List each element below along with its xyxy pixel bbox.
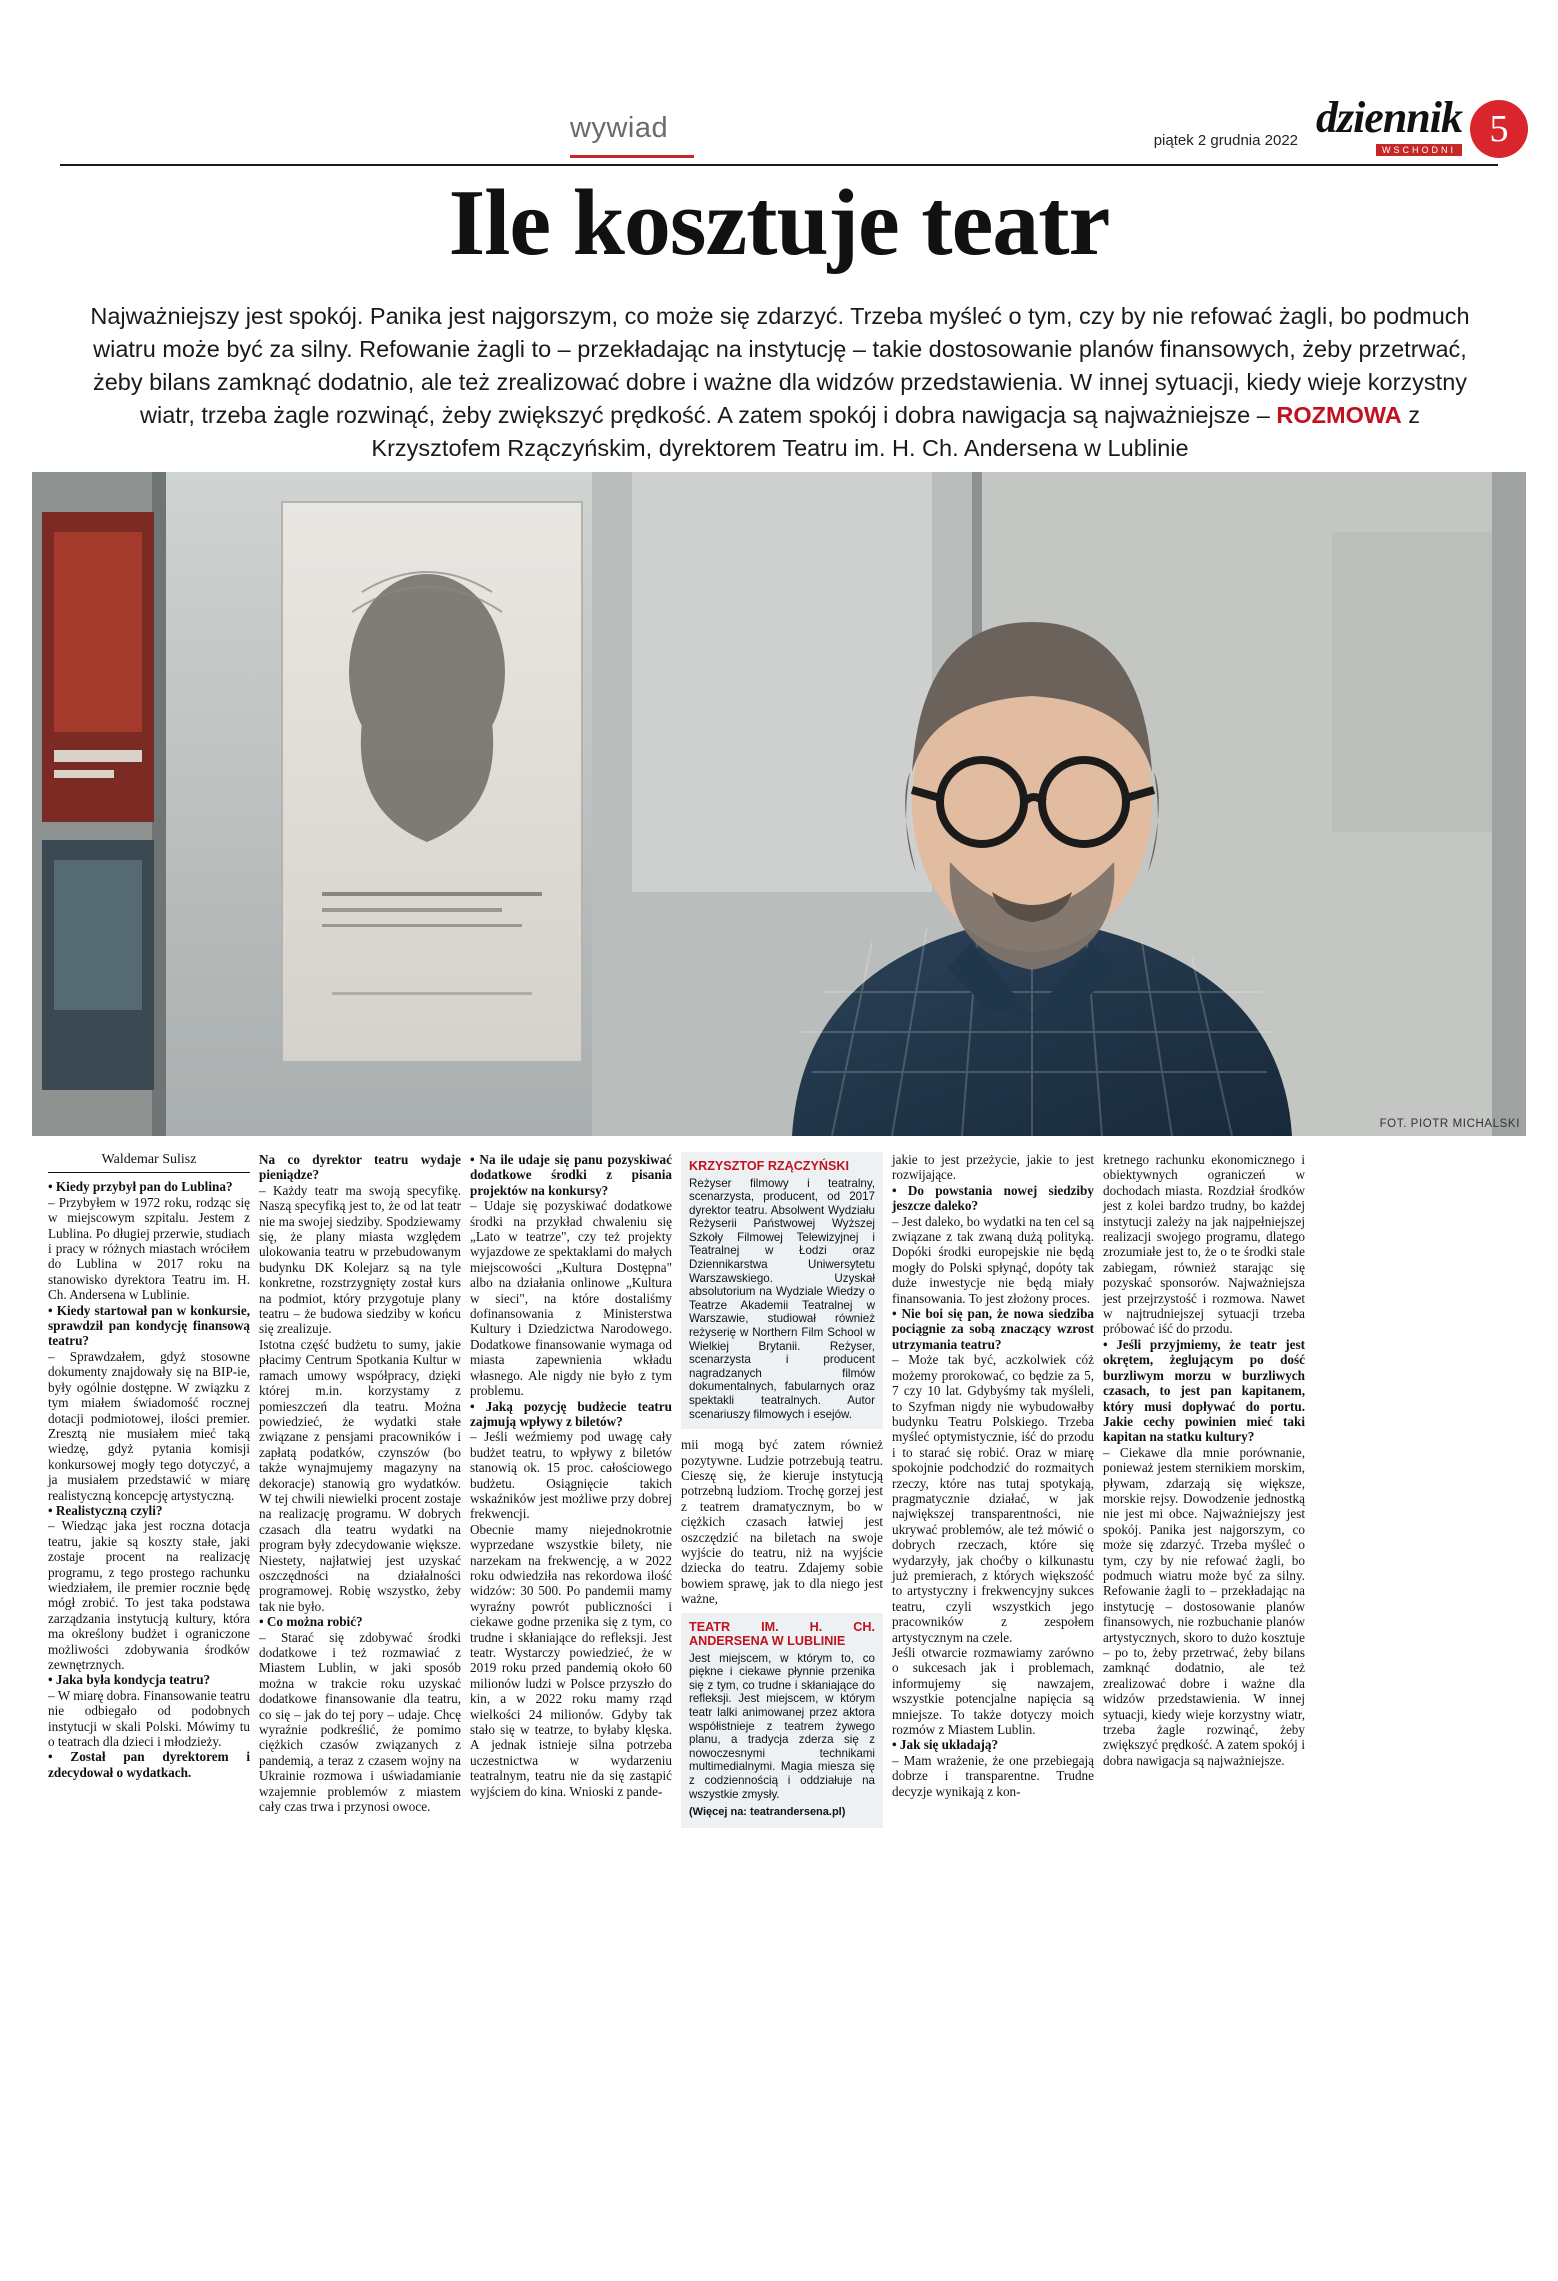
sidebar-box-theatre [681, 1613, 883, 1828]
paragraph: – Każdy teatr ma swoją specyfikę. Naszą specyfiką jest to, że od lat teatr nie ma swojej siedziby. Spodziewamy się, że plany miasta względem ulokowania teatru w przebudowanym budynku DK Kolejarz są na tyle konkretne, rozstrzygnięty został kurs na podmiot, który przygotuje plany teatru – że budowa siedziby w końcu się zrealizuje. [259, 1182, 461, 1337]
question: • Został pan dyrektorem i zdecydował o wydatkach. [48, 1749, 250, 1780]
article-column-3 [470, 1152, 672, 2252]
paragraph: – Przybyłem w 1972 roku, rodząc się w miejscowym szpitalu. Jestem z Lublina. Po długiej przerwie, studiach i pracy w różnych miastach wróciłem do Lublina w 2017 roku na stanowisko dyrektora Teatru im. H. Ch. Andersena w Lublinie. [48, 1194, 250, 1303]
paragraph: Obecnie mamy niejednokrotnie wyprzedane wszystkie bilety, nie narzekam na frekwencję, a w 2022 roku odwiedziła nas rekordowa ilość widzów: 30 500. Po pandemii mamy wyraźny powrót publiczności i ciekawe godne przenika się z tym, co trudne i skłaniające do refleksji. Jest teatr. Wystarczy powiedzieć, że w 2019 roku przed pandemią około 60 milionów ludzi w Polsce przyszło do kin, a w 2022 roku mamy rząd wielkości 24 milionów. Gdyby tak stało się w teatrze, to byłaby klęska. A jednak istnieje silna potrzeba uczestnictwa w wydarzeniu teatralnym, teatru nie da się zastąpić wyjściem do kina. Wnioski z pande- [470, 1521, 672, 1799]
paragraph: – Udaje się pozyskiwać dodatkowe środki na przykład chwaleniu się „Lato w teatrze", czy też projekty wyjazdowe ze spektaklami do małych miejscowości „Kultura Dostępna" albo na działania onlinowe „Kultura w sieci", na które dostaliśmy dofinansowania z Ministerstwa Kultury i Dziedzictwa Narodowego. Dodatkowe finansowanie wymaga od miasta zapewnienia wkładu własnego. Ale nigdy nie było z tym problemu. [470, 1198, 672, 1399]
paragraph: – Sprawdzałem, gdyż stosowne dokumenty znajdowały się na BIP-ie, były ogólnie dostępne. W związku z tym miałem świadomość rocznej dotacji podmiotowej, ilości premier. Zresztą nie musiałem mieć taką wiedzę, gdyż pytania komisji konkursowej mogły tego dotyczyć, a ja musiałem przedstawić w miarę realistyczną koncepcję artystyczną. [48, 1348, 250, 1503]
question-continued: Na co dyrektor teatru wydaje pieniądze? [259, 1152, 461, 1183]
sidebar-box-text: Reżyser filmowy i teatralny, scenarzysta, producent, od 2017 dyrektor teatru. Absolwent Wydziału Reżyserii Państwowej Wyższej Szkoły Filmowej Telewizyjnej i Teatralnej w Łodzi oraz Dziennikarstwa Uniwersytetu Warszawskiego. Uzyskał absolutorium na Wydziale Wiedzy o Teatrze Akademii Teatralnej w Warszawie, studiował również reżyserię w Northern Film School w Wielkiej Brytanii. Reżyser, scenarzysta i producent nagradzanych filmów dokumentalnych, fabularnych oraz spektakli teatralnych. Autor scenariuszy filmowych i esejów. [689, 1176, 875, 1421]
paragraph: – Wiedząc jaka jest roczna dotacja teatru, jakie są koszty stałe, jaki zostaje procent na realizację programu, z tego prostego rachunku wiedziałem, ile premier rocznie będę mógł zrobić. To jest taka podstawa zarządzania instytucją kultury, która ma określony budżet i ograniczone możliwości zdobywania środków zewnętrznych. [48, 1518, 250, 1672]
section-label: wywiad [570, 112, 669, 144]
page-title: Ile kosztuje teatr [448, 171, 1110, 275]
article-column-2 [259, 1152, 461, 2252]
lead-highlight: ROZMOWA [1276, 402, 1402, 428]
question: • Jeśli przyjmiemy, że teatr jest okrętem, żeglującym po dość burzliwym morzu w burzliwych czasach, to jest pan kapitanem, który musi dopływać do portu. Jakie cechy powinien mieć taki kapitan na statku kultury? [1103, 1336, 1305, 1445]
question: • Realistyczną czyli? [48, 1502, 163, 1518]
article-column-4 [681, 1152, 883, 2252]
question: • Co można robić? [259, 1614, 363, 1630]
lead-paragraph [78, 300, 1482, 465]
paragraph: – W miarę dobra. Finansowanie teatru nie odbiegało od podobnych instytucji w skali Polski. Mówimy tu o teatrach dla dzieci i młodzieży. [48, 1687, 250, 1750]
paragraph: jakie to jest przeżycie, jakie to jest rozwijające. [892, 1152, 1094, 1183]
question: • Do powstania nowej siedziby jeszcze daleko? [892, 1182, 1094, 1214]
masthead-rule [60, 164, 1498, 166]
paragraph: – Jest daleko, bo wydatki na ten cel są związane z tak zwaną dużą polityką. Dopóki środki europejskie nie będą mogły do Polski spłynąć, dopóty tak duże inwestycje nie będą miały finansowania. To jest złożony proces. [892, 1213, 1094, 1306]
article-column-1 [48, 1152, 250, 2252]
paragraph: Jeśli otwarcie rozmawiamy zarówno o sukcesach jak i problemach, informujemy się nawzajem, wszystkie potencjalne napięcia są mniejsze. To także dotyczy moich rozmów z Miastem Lublin. [892, 1645, 1094, 1738]
article-column-5 [892, 1152, 1094, 2252]
byline: Waldemar Sulisz [48, 1152, 250, 1173]
paragraph: – Może tak być, aczkolwiek cóż możemy prorokować, co będzie za 5, 7 czy 10 lat. Gdybyśmy tak myśleli, to Szyfman nigdy nie wybudowałby budynku Teatru Polskiego. Trzeba myśleć optymistycznie, iść do przodu i to starać się robić. Oraz w miarę spokojnie podchodzić do rozmaitych rzeczy, które nas tutaj spotykają, pragmatycznie działać, w jak największej transparentności, nie ukrywać problemów, ale też mówić o dobrych rzeczach, które się wydarzyły, jak choćby o kilkunastu już premierach, z których większość to artystyczny i frekwencyjny sukces teatru, czyli wszystkich jego pracowników z zespołem artystycznym na czele. [892, 1352, 1094, 1645]
article-body [48, 1152, 1518, 2252]
question: • Jak się układają? [892, 1737, 999, 1753]
question: • Nie boi się pan, że nowa siedziba pociągnie za sobą znaczący wzrost utrzymania teatru? [892, 1306, 1094, 1352]
sidebar-box-title: TEATR IM. H. CH. ANDERSENA W LUBLINIE [689, 1619, 875, 1649]
paragraph: – Jeśli weźmiemy pod uwagę cały budżet teatru, to wpływy z biletów stanowią ok. 15 proc. całościowego budżetu. Osiągnięcie takich wskaźników jest możliwe przy dobrej frekwencji. [470, 1429, 672, 1522]
sidebar-box-title: KRZYSZTOF RZĄCZYŃSKI [689, 1159, 849, 1173]
article-photo [32, 472, 1526, 1136]
sidebar-box-text: Jest miejscem, w którym to, co piękne i ciekawe płynnie przenika się z tym, co trudne i skłaniające do refleksji. Jest miejscem, w którym teatr lalki animowanej przez aktora współistnieje z teatrem żywego planu, a tradycja zderza się z nowoczesnymi technikami multimedialnymi. Magia miesza się z codziennością i oddziałuje na wszystkie zmysły. [689, 1651, 875, 1801]
lead-text-before: Najważniejszy jest spokój. Panika jest najgorszym, co może się zdarzyć. Trzeba myśleć o tym, czy by nie refować żagli, bo podmuch wiatru może być za silny. Refowanie żagli to – przekładając na instytucję – takie dostosowanie planów finansowych, żeby przetrwać, żeby bilans zamknąć dodatnio, ale też zrealizować dobre i ważne dla widzów przedstawienia. W innej sytuacji, kiedy wieje korzystny wiatr, trzeba żagle rozwinąć, żeby zwiększyć prędkość. A zatem spokój i dobra nawigacja są najważniejsze – [90, 303, 1470, 428]
question: • Jaka była kondycja teatru? [48, 1672, 211, 1688]
sidebar-box-person [681, 1152, 883, 1429]
paragraph: kretnego rachunku ekonomicznego i obiektywnych ograniczeń w dochodach miasta. Rozdział środków jest z kolei bardzo trudny, bo każdej instytucji zależy na jak najpełniejszej realizacji swojego programu, dlatego zrozumiałe jest to, że o te środki stale zabiegam, również starając się pozyskać sponsorów. Najważniejsza jest przejrzystość i rozmowa. Nawet w najtrudniejszej sytuacji trzeba próbować iść do przodu. [1103, 1152, 1305, 1337]
question: • Jaką pozycję budżecie teatru zajmują wpływy z biletów? [470, 1398, 672, 1429]
question: • Kiedy przybył pan do Lublina? [48, 1179, 233, 1195]
lead-text-after: z Krzysztofem Rzączyńskim, dyrektorem Teatru im. H. Ch. Andersena w Lublinie [371, 402, 1420, 461]
section-label-underline [570, 155, 694, 158]
masthead-logo [1315, 93, 1462, 158]
page-number-badge: 5 [1470, 100, 1528, 158]
issue-date: piątek 2 grudnia 2022 [1153, 132, 1298, 149]
photo-illustration [32, 472, 1526, 1136]
question: • Na ile udaje się panu pozyskiwać dodatkowe środki z pisania projektów na konkursy? [470, 1152, 672, 1198]
question: • Kiedy startował pan w konkursie, sprawdził pan kondycję finansową teatru? [48, 1302, 250, 1349]
brand-subtitle: WSCHODNI [1376, 144, 1462, 156]
paragraph: mii mogą być zatem również pozytywne. Ludzie potrzebują teatru. Cieszę się, że kieruje instytucją potrzebną ludziom. Trochę gorzej jest z teatrem dramatycznym, bo w ciężkich czasach łatwiej jest oszczędzić na biletach na swoje wyjście do teatru, niż na wyjście dziecka do teatru. Zdajemy sobie bowiem sprawę, jak to dla niego jest ważne, [681, 1437, 883, 1607]
brand-name: dziennik [1315, 93, 1462, 142]
article-column-6 [1103, 1152, 1305, 2252]
paragraph: Istotna część budżetu to sumy, jakie płacimy Centrum Spotkania Kultur w ramach umowy współpracy, dzięki której m.in. korzystamy z pomieszczeń dla teatru. Można powiedzieć, że wydatki stałe związane z pensjami pracowników i zapłatą podatków, czynszów (bo także wynajmujemy magazyny na dekoracje) stanowią gro wydatków. W tej chwili niewielki procent zostaje na realizację programu. W dobrych czasach dla teatru wydatki na program były zdecydowanie większe. Niestety, najłatwiej jest uzyskać oszczędności na działalności programowej. Robię wszystko, żeby tak nie było. [259, 1336, 461, 1614]
photo-credit: FOT. PIOTR MICHALSKI [1379, 1118, 1520, 1130]
paragraph: – Ciekawe dla mnie porównanie, ponieważ jestem sternikiem morskim, pływam, zdarzają się większe, morskie rejsy. Dowodzenie jednostką nie jest mi obce. Najważniejszy jest spokój. Panika jest najgorszym, co może się zdarzyć. Trzeba myśleć o tym, czy by nie refować żagli, bo podmuch wiatru może być za silny. Refowanie żagli to – przekładając na instytucję – dostosowanie planów finansowych, nie rozbuchanie planów artystycznych, skoro to dużo kosztuje – po to, żeby przetrwać, żeby bilans zamknąć dodatnio, ale też zrealizować dobre i ważne dla widzów przedstawienia. W innej sytuacji, kiedy wieje korzystny wiatr, trzeba żagle rozwinąć, żeby zwiększyć prędkość. A zatem spokój i dobra nawigacja są najważniejsze. [1103, 1444, 1305, 1768]
paragraph: – Mam wrażenie, że one przebiegają dobrze i transparentne. Trudne decyzje wynikają z kon- [892, 1752, 1094, 1799]
paragraph: – Starać się zdobywać środki dodatkowe i też rozmawiać z Miastem Lublin, w jaki sposób można w trakcie roku uzyskać dodatkowe finansowanie dla teatru, co się – jak do tej pory – udaje. Chcę wyraźnie podkreślić, że pomimo ciężkich czasów związanych z pandemią, a teraz z czasem wojny na Ukrainie rozmowa i uświadamianie wzajemnie problemów z miastem cały czas trwa i przynosi owoce. [259, 1629, 461, 1815]
sidebar-box-more-link[interactable]: (Więcej na: teatrandersena.pl) [689, 1806, 846, 1819]
